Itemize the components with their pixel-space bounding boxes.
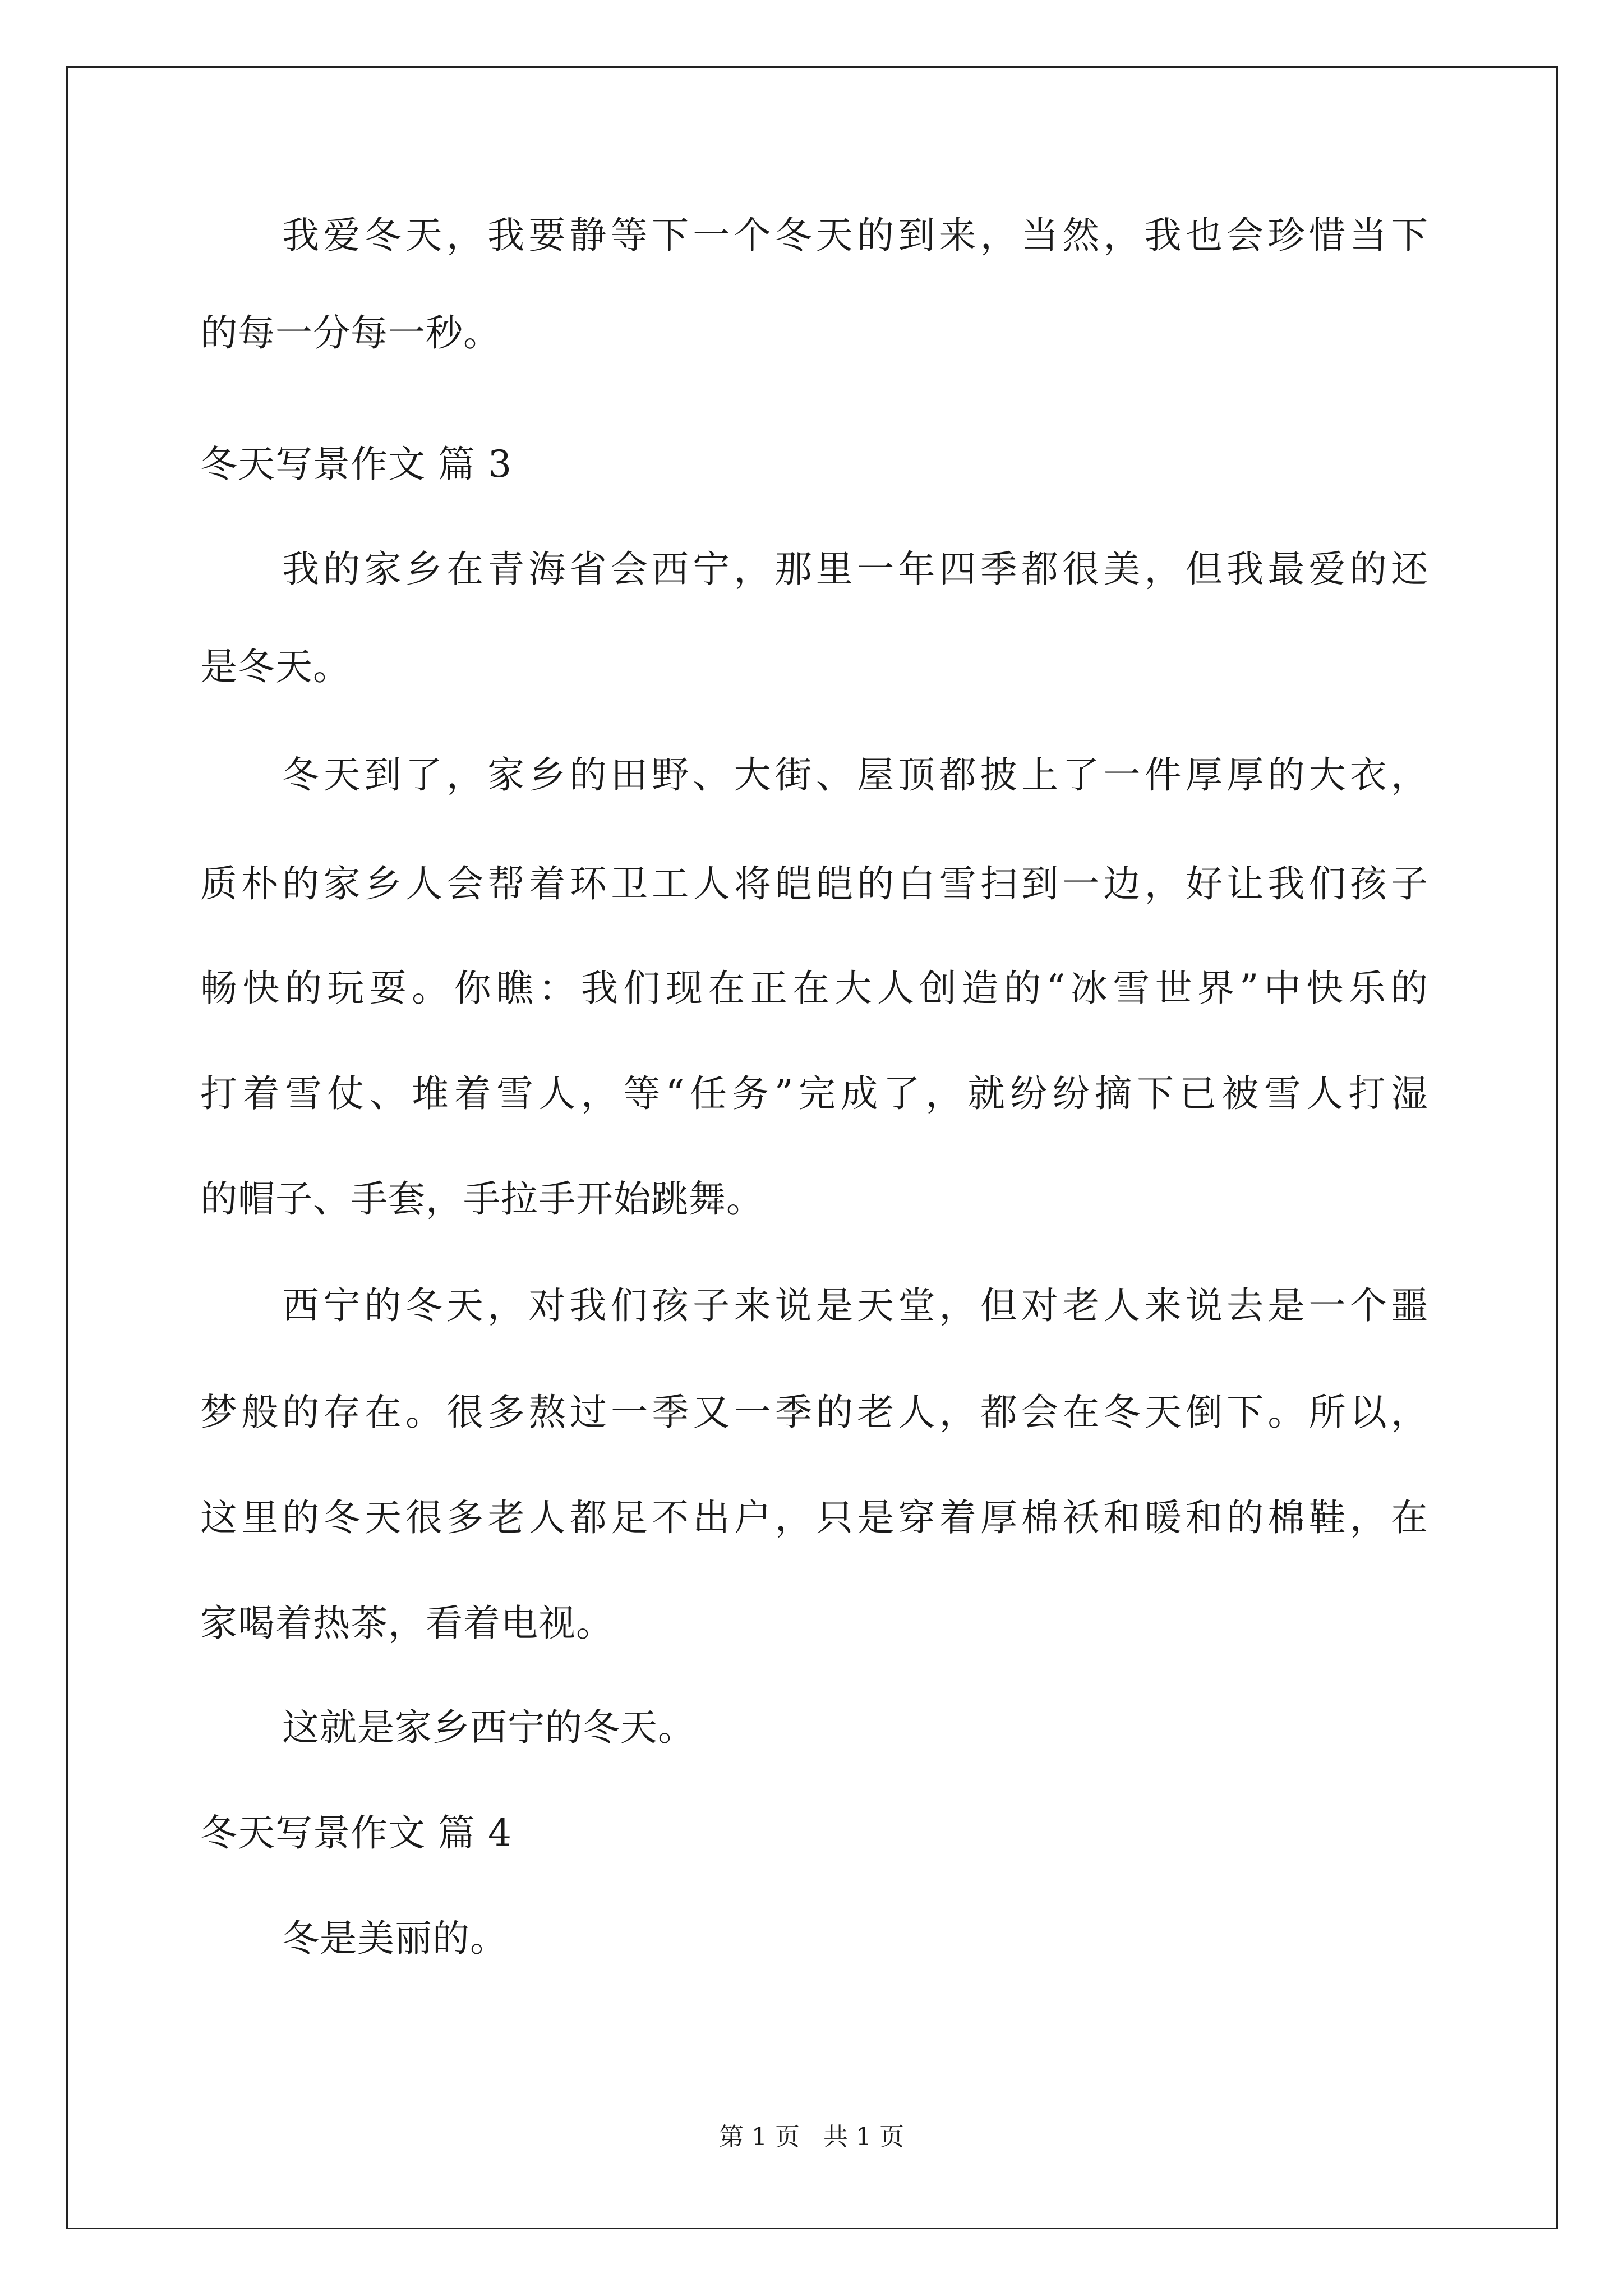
paragraph-line: 梦般的存在。很多熬过一季又一季的老人，都会在冬天倒下。所以， <box>200 1391 1428 1434</box>
paragraph-line: 西宁的冬天，对我们孩子来说是天堂，但对老人来说去是一个噩 <box>282 1284 1428 1327</box>
paragraph-line: 畅快的玩耍。你瞧：我们现在正在大人创造的“冰雪世界”中快乐的 <box>200 967 1428 1010</box>
paragraph-line: 的帽子、手套，手拉手开始跳舞。 <box>200 1177 764 1221</box>
paragraph-line: 的每一分每一秒。 <box>200 311 501 355</box>
paragraph-line: 我的家乡在青海省会西宁，那里一年四季都很美，但我最爱的还 <box>282 547 1428 591</box>
page-border <box>66 66 1558 2229</box>
paragraph-line: 打着雪仗、堆着雪人，等“任务”完成了，就纷纷摘下已被雪人打湿 <box>200 1072 1428 1115</box>
paragraph-line: 冬是美丽的。 <box>282 1917 508 1960</box>
paragraph-line: 我爱冬天，我要静等下一个冬天的到来，当然，我也会珍惜当下 <box>282 214 1428 257</box>
paragraph-line: 家喝着热茶，看着电视。 <box>200 1602 614 1645</box>
page-footer: 第 1 页 共 1 页 <box>719 2123 904 2151</box>
section-heading: 冬天写景作文 篇 4 <box>200 1811 512 1855</box>
paragraph-line: 是冬天。 <box>200 645 351 688</box>
paragraph-line: 这就是家乡西宁的冬天。 <box>282 1706 695 1749</box>
paragraph-line: 质朴的家乡人会帮着环卫工人将皑皑的白雪扫到一边，好让我们孩子 <box>200 862 1428 905</box>
paragraph-line: 冬天到了，家乡的田野、大街、屋顶都披上了一件厚厚的大衣， <box>282 753 1428 797</box>
paragraph-line: 这里的冬天很多老人都足不出户，只是穿着厚棉袄和暖和的棉鞋，在 <box>200 1496 1428 1539</box>
section-heading: 冬天写景作文 篇 3 <box>200 443 512 486</box>
